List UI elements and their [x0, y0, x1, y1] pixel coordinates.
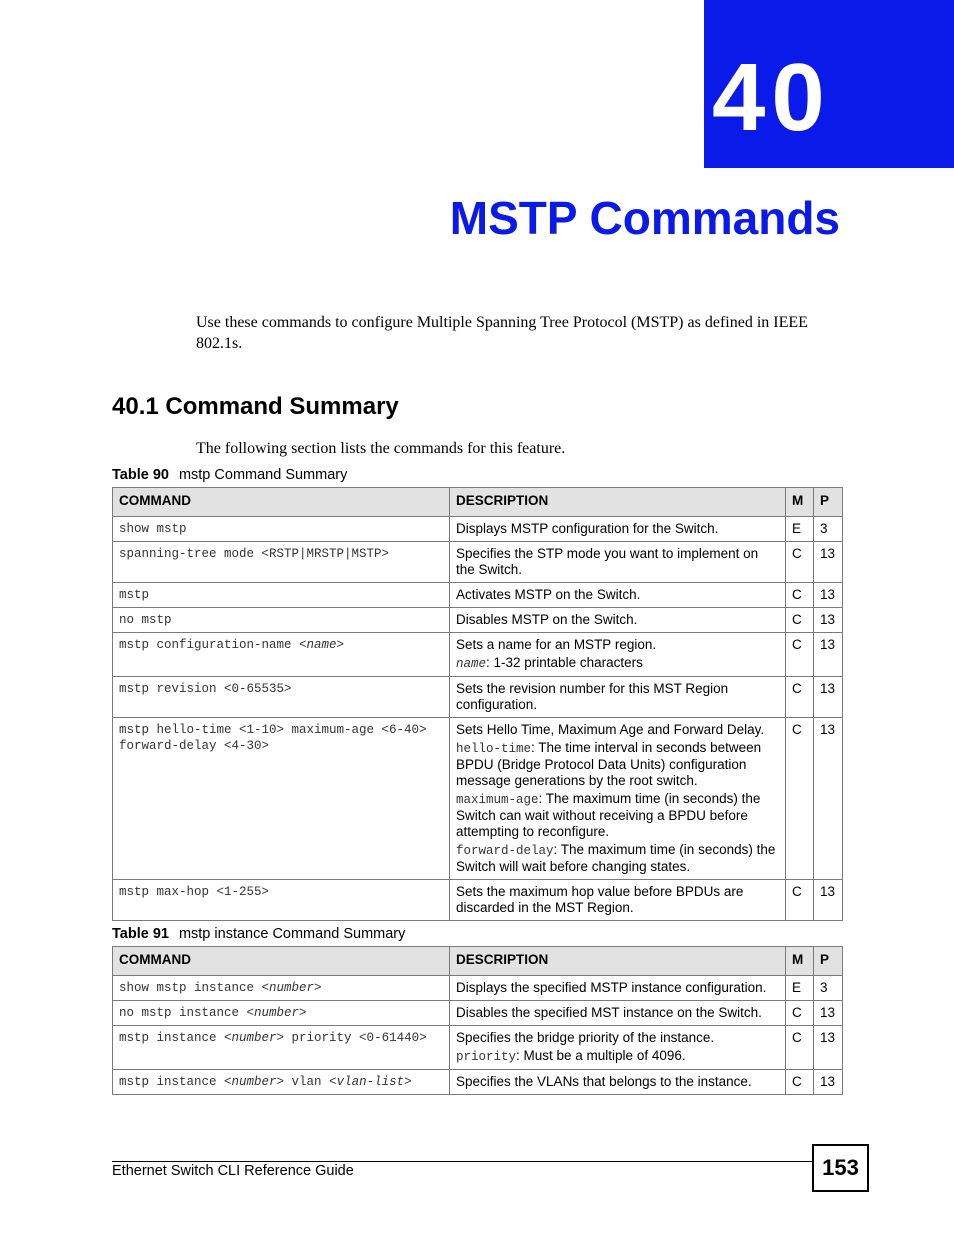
privilege-cell: 13: [814, 633, 843, 677]
command-cell: mstp hello-time <1-10> maximum-age <6-40> forward-delay <4-30>: [113, 718, 450, 880]
command-text: >: [336, 638, 345, 652]
table-header-row: [113, 947, 843, 976]
table-row: [113, 517, 843, 542]
privilege-cell: 13: [814, 542, 843, 583]
command-cell: [113, 1026, 450, 1070]
header-description: DESCRIPTION: [450, 947, 786, 976]
mode-cell: E: [786, 517, 814, 542]
command-text: mstp configuration-name <: [119, 638, 307, 652]
privilege-cell: 13: [814, 1026, 843, 1070]
privilege-cell: 13: [814, 880, 843, 921]
table-row: [113, 1070, 843, 1095]
table91-caption: [112, 926, 405, 942]
command-cell: show mstp: [113, 517, 450, 542]
mode-cell: C: [786, 583, 814, 608]
privilege-cell: 13: [814, 608, 843, 633]
command-cell: [113, 1070, 450, 1095]
command-text: show mstp instance <: [119, 981, 270, 995]
mode-cell: C: [786, 1001, 814, 1026]
table90-label: Table 90: [112, 467, 169, 483]
parameter-name: forward-delay: [456, 844, 554, 858]
table91: [112, 946, 843, 1095]
command-text: > priority <0-61440>: [276, 1031, 427, 1045]
parameter-line: [456, 1048, 779, 1065]
parameter-line: [456, 655, 779, 672]
parameter-name: name: [456, 657, 487, 671]
parameter-line: [456, 842, 779, 875]
description-cell: Displays MSTP configuration for the Switch.: [450, 517, 786, 542]
description-text: Sets Hello Time, Maximum Age and Forward Delay.: [456, 722, 765, 737]
parameter-text: : 1-32 printable characters: [486, 655, 643, 670]
header-description: DESCRIPTION: [450, 488, 786, 517]
intro-paragraph: Use these commands to configure Multiple Spanning Tree Protocol (MSTP) as defined in IEEE 802.1s.: [196, 314, 808, 352]
parameter-text: : Must be a multiple of 4096.: [516, 1048, 686, 1063]
header-command: COMMAND: [113, 488, 450, 517]
command-variable: number: [269, 981, 315, 995]
command-variable: number: [231, 1031, 277, 1045]
description-cell: Specifies the VLANs that belongs to the instance.: [450, 1070, 786, 1095]
mode-cell: E: [786, 976, 814, 1001]
command-cell: no mstp: [113, 608, 450, 633]
table-row: [113, 1026, 843, 1070]
mode-cell: C: [786, 542, 814, 583]
header-m: M: [786, 947, 814, 976]
mode-cell: C: [786, 1070, 814, 1095]
table-row: [113, 718, 843, 880]
description-cell: Activates MSTP on the Switch.: [450, 583, 786, 608]
description-cell: Disables the specified MST instance on the Switch.: [450, 1001, 786, 1026]
parameter-line: [456, 791, 779, 840]
parameter-text: : The time interval in seconds between BPDU (Bridge Protocol Data Units) configuration message generations by the root switch.: [456, 740, 762, 788]
table90-name: mstp Command Summary: [178, 467, 348, 483]
command-text: >: [299, 1006, 307, 1020]
command-variable: number: [231, 1075, 277, 1089]
privilege-cell: 13: [814, 677, 843, 718]
parameter-text: : The maximum time (in seconds) the Switch can wait without receiving a BPDU before attempting to reconfigure.: [456, 791, 761, 839]
table-row: [113, 583, 843, 608]
mode-cell: C: [786, 718, 814, 880]
parameter-name: maximum-age: [456, 793, 539, 807]
chapter-number: 40: [712, 44, 831, 151]
table-row: [113, 976, 843, 1001]
command-text: >: [314, 981, 322, 995]
parameter-line: [456, 740, 779, 789]
privilege-cell: 3: [814, 517, 843, 542]
mode-cell: C: [786, 1026, 814, 1070]
description-cell: Displays the specified MSTP instance configuration.: [450, 976, 786, 1001]
command-variable: vlan-list: [336, 1075, 405, 1089]
description-cell: [450, 633, 786, 677]
page-number: 153: [812, 1144, 869, 1192]
header-command: COMMAND: [113, 947, 450, 976]
parameter-name: priority: [456, 1050, 517, 1064]
table90-caption: [112, 467, 347, 483]
mode-cell: C: [786, 880, 814, 921]
header-m: M: [786, 488, 814, 517]
privilege-cell: 3: [814, 976, 843, 1001]
mode-cell: C: [786, 677, 814, 718]
table-header-row: [113, 488, 843, 517]
privilege-cell: 13: [814, 1001, 843, 1026]
command-text: > vlan <: [276, 1075, 337, 1089]
command-cell: mstp: [113, 583, 450, 608]
command-cell: spanning-tree mode <RSTP|MRSTP|MSTP>: [113, 542, 450, 583]
section-text: The following section lists the commands for this feature.: [196, 440, 566, 457]
description-cell: [450, 1026, 786, 1070]
footer-guide-title: Ethernet Switch CLI Reference Guide: [112, 1163, 354, 1179]
header-p: P: [814, 488, 843, 517]
table-row: [113, 1001, 843, 1026]
chapter-title: MSTP Commands: [449, 192, 840, 244]
command-cell: mstp max-hop <1-255>: [113, 880, 450, 921]
command-variable: number: [254, 1006, 300, 1020]
command-text: no mstp instance <: [119, 1006, 255, 1020]
command-variable: name: [306, 638, 337, 652]
table-row: [113, 608, 843, 633]
command-text: mstp instance <: [119, 1031, 232, 1045]
table-row: [113, 633, 843, 677]
privilege-cell: 13: [814, 583, 843, 608]
mode-cell: C: [786, 608, 814, 633]
privilege-cell: 13: [814, 1070, 843, 1095]
table-row: [113, 880, 843, 921]
description-cell: Sets the revision number for this MST Region configuration.: [450, 677, 786, 718]
description-text: Specifies the bridge priority of the instance.: [456, 1030, 715, 1045]
description-cell: Disables MSTP on the Switch.: [450, 608, 786, 633]
command-cell: [113, 633, 450, 677]
table91-name: mstp instance Command Summary: [178, 926, 406, 942]
table-row: [113, 542, 843, 583]
command-cell: mstp revision <0-65535>: [113, 677, 450, 718]
description-text: Sets a name for an MSTP region.: [456, 637, 657, 652]
table-row: [113, 677, 843, 718]
parameter-text: : The maximum time (in seconds) the Switch will wait before changing states.: [456, 842, 776, 874]
command-cell: [113, 976, 450, 1001]
command-cell: [113, 1001, 450, 1026]
description-cell: Sets the maximum hop value before BPDUs are discarded in the MST Region.: [450, 880, 786, 921]
parameter-name: hello-time: [456, 742, 532, 756]
command-text: >: [404, 1075, 412, 1089]
description-cell: [450, 718, 786, 880]
mode-cell: C: [786, 633, 814, 677]
privilege-cell: 13: [814, 718, 843, 880]
table91-label: Table 91: [112, 926, 169, 942]
header-p: P: [814, 947, 843, 976]
table90: [112, 487, 843, 921]
description-cell: Specifies the STP mode you want to implement on the Switch.: [450, 542, 786, 583]
command-text: mstp instance <: [119, 1075, 232, 1089]
section-heading: 40.1 Command Summary: [112, 393, 399, 420]
